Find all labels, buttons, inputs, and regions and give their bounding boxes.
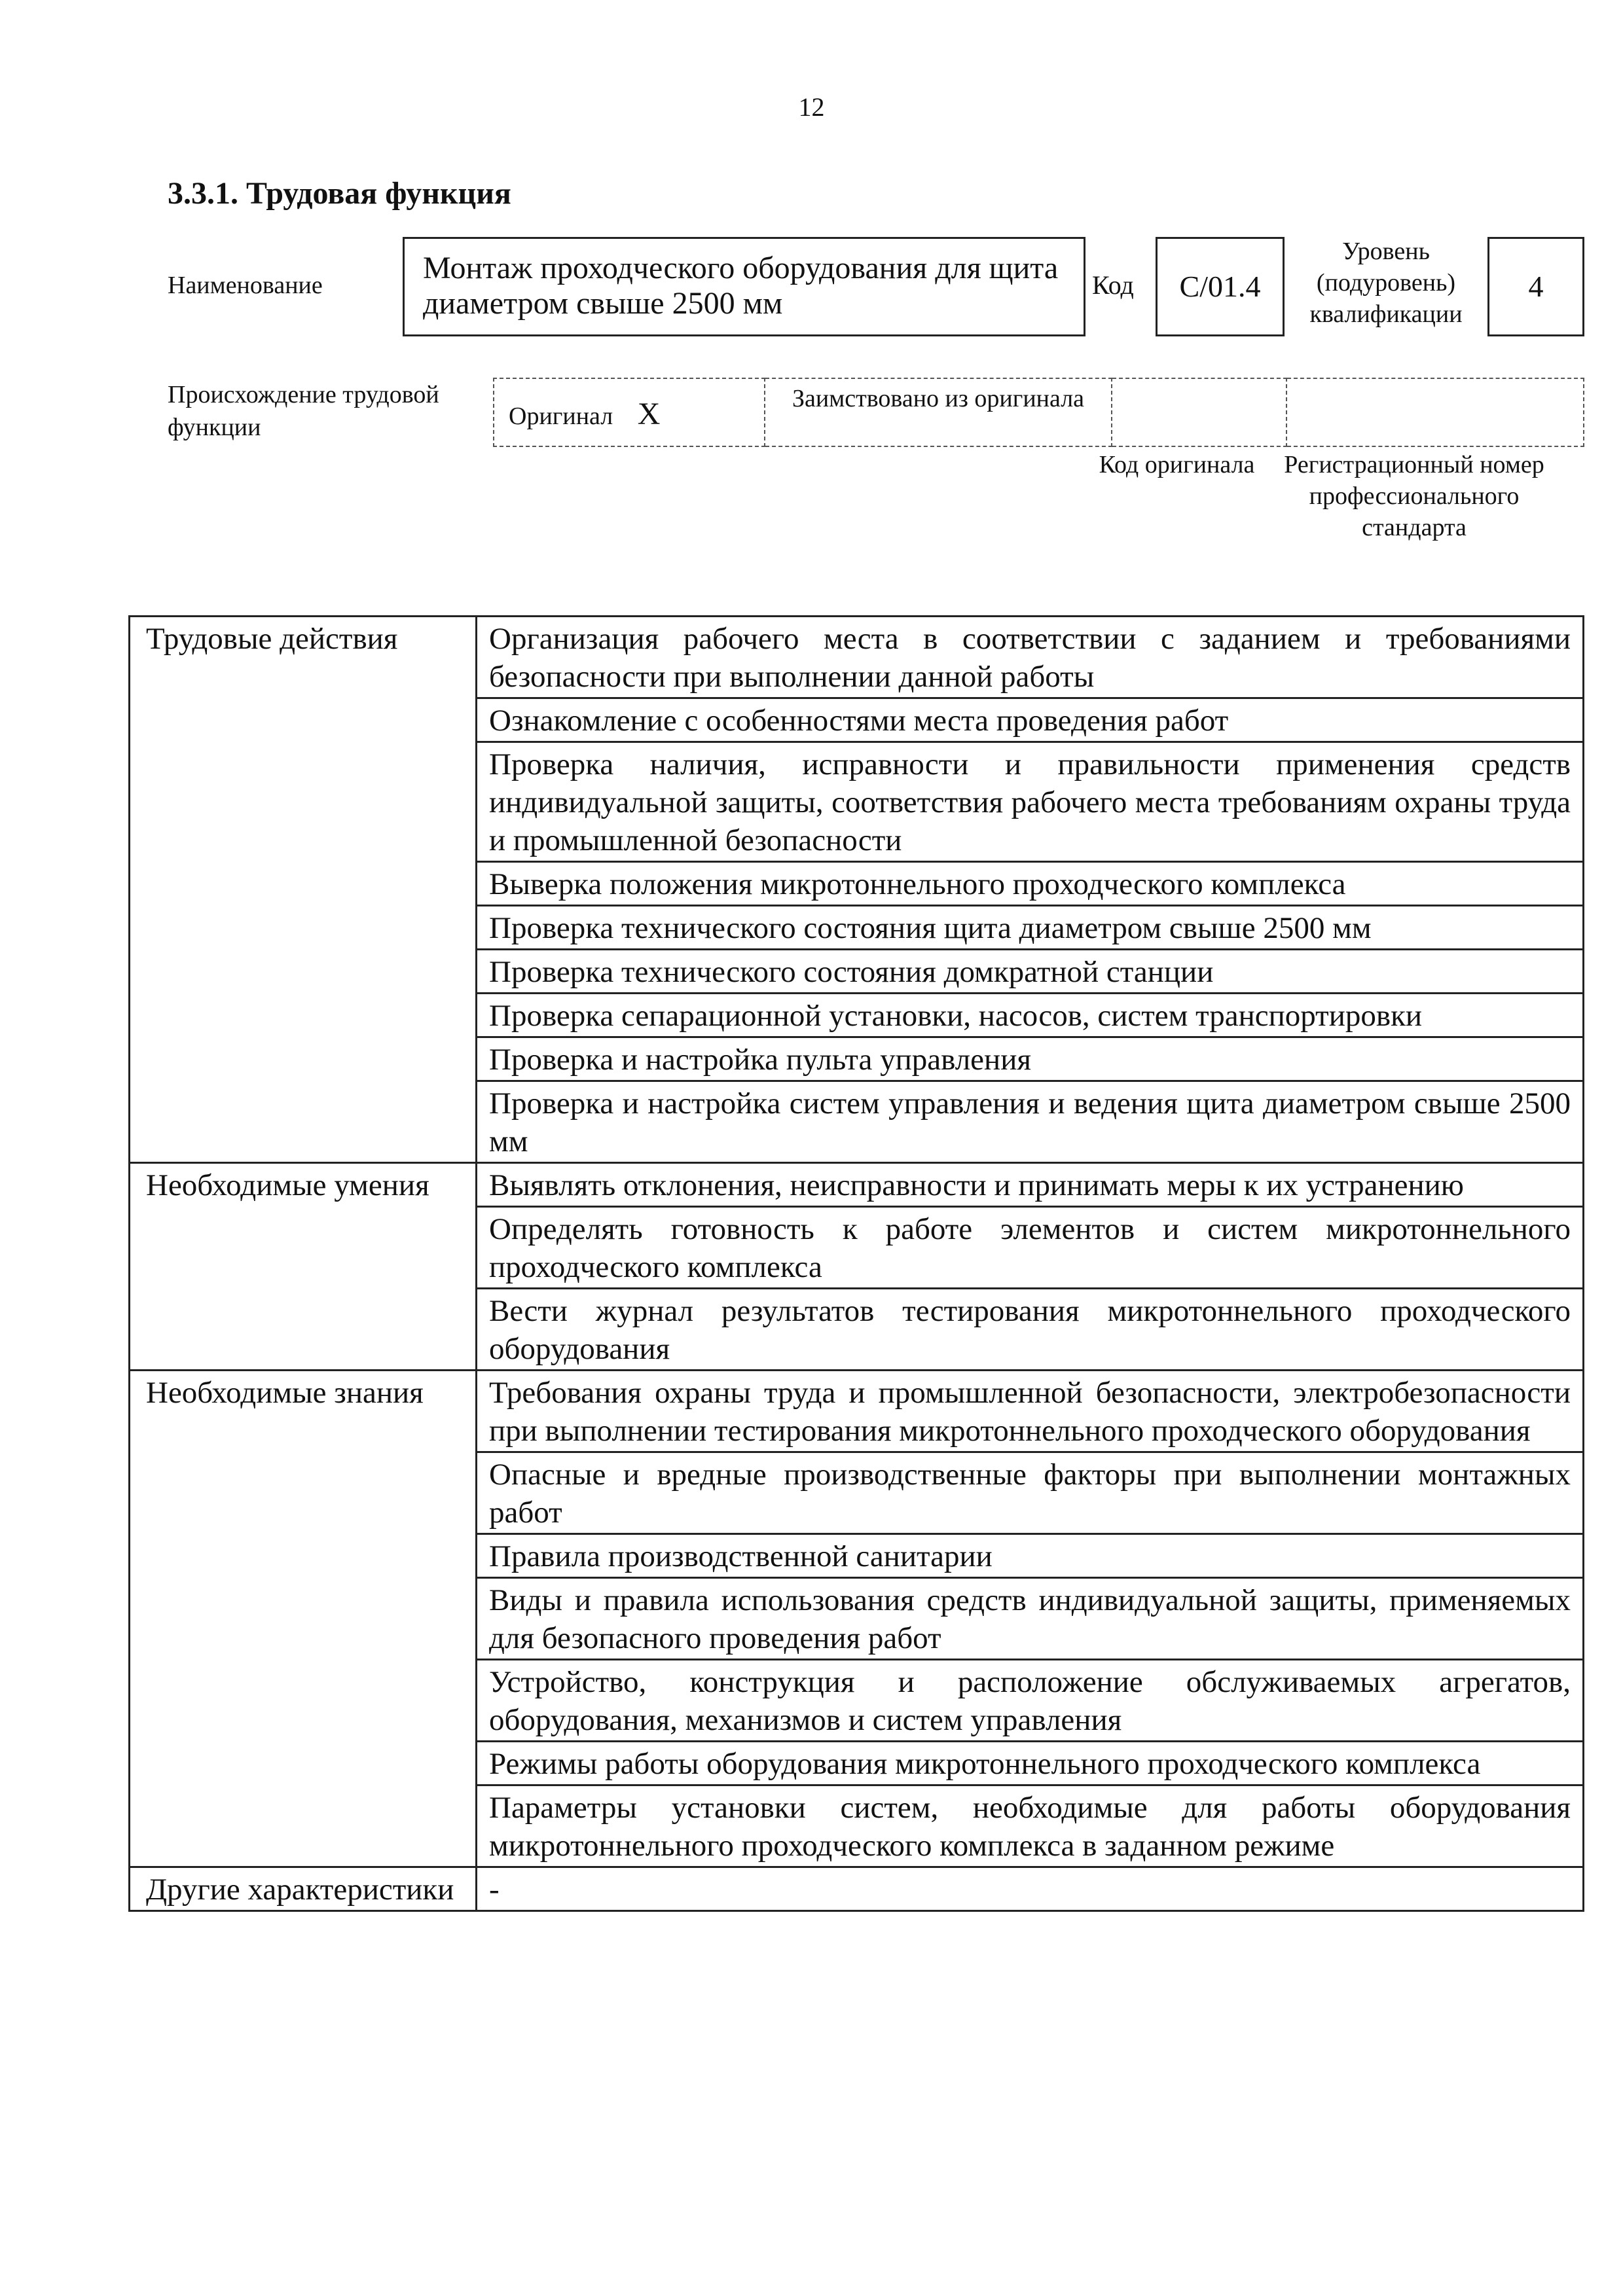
original-mark: X [637,397,661,431]
category-cell: Необходимые умения [130,1163,477,1371]
level-value-box: 4 [1487,237,1584,336]
origin-table [493,378,1584,447]
item-cell: Параметры установки систем, необходимые для работы оборудования микротоннельного проходческого комплекса в заданном режиме [477,1785,1584,1867]
item-cell: Проверка сепарационной установки, насосов, систем транспортировки [477,994,1584,1037]
page-number: 12 [798,92,825,122]
origin-label: Происхождение трудовой функции [168,381,439,441]
item-cell: Требования охраны труда и промышленной безопасности, электробезопасности при выполнении тестирования микротоннельного проходческого оборудования [477,1371,1584,1452]
category-cell: Необходимые знания [130,1371,477,1867]
category-cell: Другие характеристики [130,1867,477,1911]
category-cell: Трудовые действия [130,617,477,1163]
item-cell: Определять готовность к работе элементов и систем микротоннельного проходческого комплекса [477,1207,1584,1289]
reg-number-caption: Регистрационный номер профессионального стандарта [1284,451,1544,541]
origin-reg-cell [1286,378,1584,446]
table-row [130,617,1584,698]
item-cell: Проверка технического состояния домкратной станции [477,950,1584,994]
item-cell: Проверка наличия, исправности и правильности применения средств индивидуальной защиты, соответствия рабочего места требованиям охраны труда и промышленной безопасности [477,742,1584,862]
item-cell: Виды и правила использования средств индивидуальной защиты, применяемых для безопасного проведения работ [477,1578,1584,1660]
code-label: Код [1092,270,1134,300]
origin-code-cell [1112,378,1286,446]
name-label: Наименование [168,272,323,299]
item-cell: Режимы работы оборудования микротоннельного проходческого комплекса [477,1742,1584,1785]
item-cell: Устройство, конструкция и расположение обслуживаемых агрегатов, оборудования, механизмов и систем управления [477,1660,1584,1742]
item-cell: Организация рабочего места в соответствии с заданием и требованиями безопасности при выполнении данной работы [477,617,1584,698]
item-cell: Вести журнал результатов тестирования микротоннельного проходческого оборудования [477,1289,1584,1371]
table-row [130,1867,1584,1911]
competency-table-body [130,617,1584,1911]
competency-table [128,615,1584,1912]
item-cell: Опасные и вредные производственные факторы при выполнении монтажных работ [477,1452,1584,1534]
table-row [130,1371,1584,1452]
item-cell: Проверка технического состояния щита диаметром свыше 2500 мм [477,906,1584,950]
origin-borrowed-cell [765,378,1112,446]
origin-original-cell [494,378,765,446]
function-code-box: C/01.4 [1156,237,1285,336]
original-label: Оригинал [509,403,613,430]
item-cell: - [477,1867,1584,1911]
function-name-box: Монтаж проходческого оборудования для щита диаметром свыше 2500 мм [403,237,1085,336]
code-original-caption: Код оригинала [1099,451,1255,478]
level-label: Уровень (подуровень) квалификации [1309,238,1463,328]
item-cell: Выявлять отклонения, неисправности и принимать меры к их устранению [477,1163,1584,1207]
table-row [130,1163,1584,1207]
section-title: 3.3.1. Трудовая функция [168,176,511,211]
item-cell: Проверка и настройка пульта управления [477,1037,1584,1081]
item-cell: Правила производственной санитарии [477,1534,1584,1578]
item-cell: Ознакомление с особенностями места проведения работ [477,698,1584,742]
item-cell: Выверка положения микротоннельного проходческого комплекса [477,862,1584,906]
borrowed-label: Заимствовано из оригинала [792,385,1085,412]
item-cell: Проверка и настройка систем управления и ведения щита диаметром свыше 2500 мм [477,1081,1584,1163]
